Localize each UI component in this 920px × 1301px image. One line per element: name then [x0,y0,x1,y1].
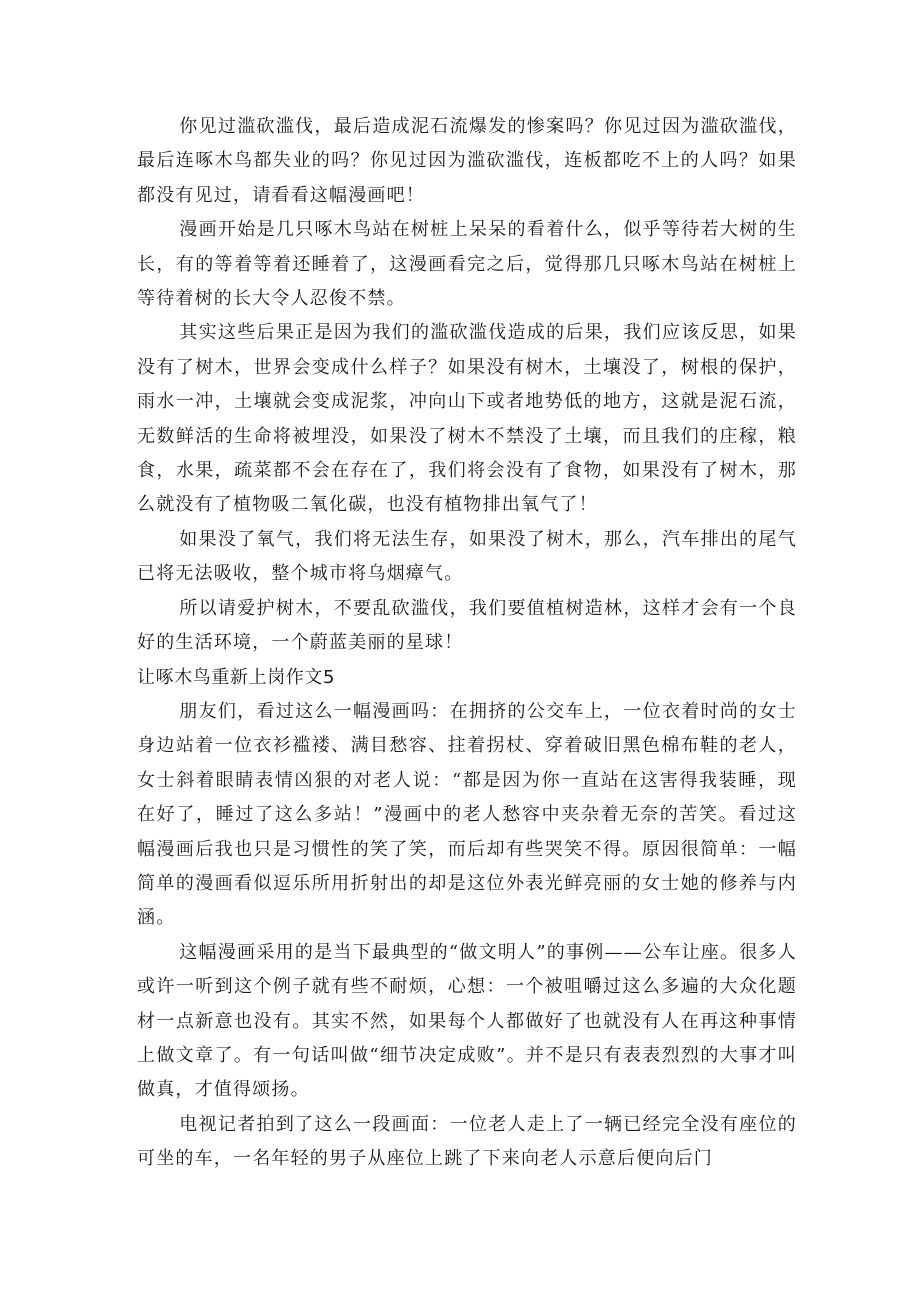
paragraph-1: 你见过滥砍滥伐，最后造成泥石流爆发的惨案吗？你见过因为滥砍滥伐，最后连啄木鸟都失业的吗？你见过因为滥砍滥伐，连板都吃不上的人吗？如果都没有见过，请看看这幅漫画吧！ [137,116,797,206]
paragraph-5: 所以请爱护树木，不要乱砍滥伐，我们要值植树造林，这样才会有一个良好的生活环境，一个蔚蓝美丽的星球！ [137,597,797,654]
section-heading: 让啄木鸟重新上岗作文5 [137,666,336,688]
paragraph-4: 如果没了氧气，我们将无法生存，如果没了树木，那么，汽车排出的尾气已将无法吸收，整个城市将乌烟瘴气。 [137,528,797,585]
paragraph-6: 朋友们，看过这么一幅漫画吗：在拥挤的公交车上，一位衣着时尚的女士身边站着一位衣衫褴褛、满目愁容、拄着拐杖、穿着破旧黑色棉布鞋的老人，女士斜着眼睛表情凶狠的对老人说：“都是因为你一直站在这害得我装睡，现在好了，睡过了这么多站！”漫画中的老人愁容中夹杂着无奈的苦笑。看过这幅漫画后我也只是习惯性的笑了笑，而后却有些哭笑不得。原因很简单：一幅简单的漫画看似逗乐所用折射出的却是这位外表光鲜亮丽的女士她的修养与内涵。 [137,700,797,929]
paragraph-8: 电视记者拍到了这么一段画面：一位老人走上了一辆已经完全没有座位的可坐的车，一名年轻的男子从座位上跳了下来向老人示意后便向后门 [137,1113,797,1170]
paragraph-3: 其实这些后果正是因为我们的滥砍滥伐造成的后果，我们应该反思，如果没有了树木，世界会变成什么样子？如果没有树木，土壤没了，树根的保护，雨水一冲，土壤就会变成泥浆，冲向山下或者地势低的地方，这就是泥石流，无数鲜活的生命将被埋没，如果没了树木不禁没了土壤，而且我们的庄稼，粮食，水果，疏菜都不会在存在了，我们将会没有了食物，如果没有了树木，那么就没有了植物吸二氧化碳，也没有植物排出氧气了！ [137,322,797,516]
paragraph-2: 漫画开始是几只啄木鸟站在树桩上呆呆的看着什么，似乎等待若大树的生长，有的等着等着还睡着了，这漫画看完之后，觉得那几只啄木鸟站在树桩上等待着树的长大令人忍俊不禁。 [137,219,797,310]
paragraph-7: 这幅漫画采用的是当下最典型的“做文明人”的事例——公车让座。很多人或许一听到这个例子就有些不耐烦，心想：一个被咀嚼过这么多遍的大众化题材一点新意也没有。其实不然，如果每个人都做好了也就没有人在再这种事情上做文章了。有一句话叫做“细节决定成败”。并不是只有表表烈烈的大事才叫做真，才值得颂扬。 [137,941,797,1101]
